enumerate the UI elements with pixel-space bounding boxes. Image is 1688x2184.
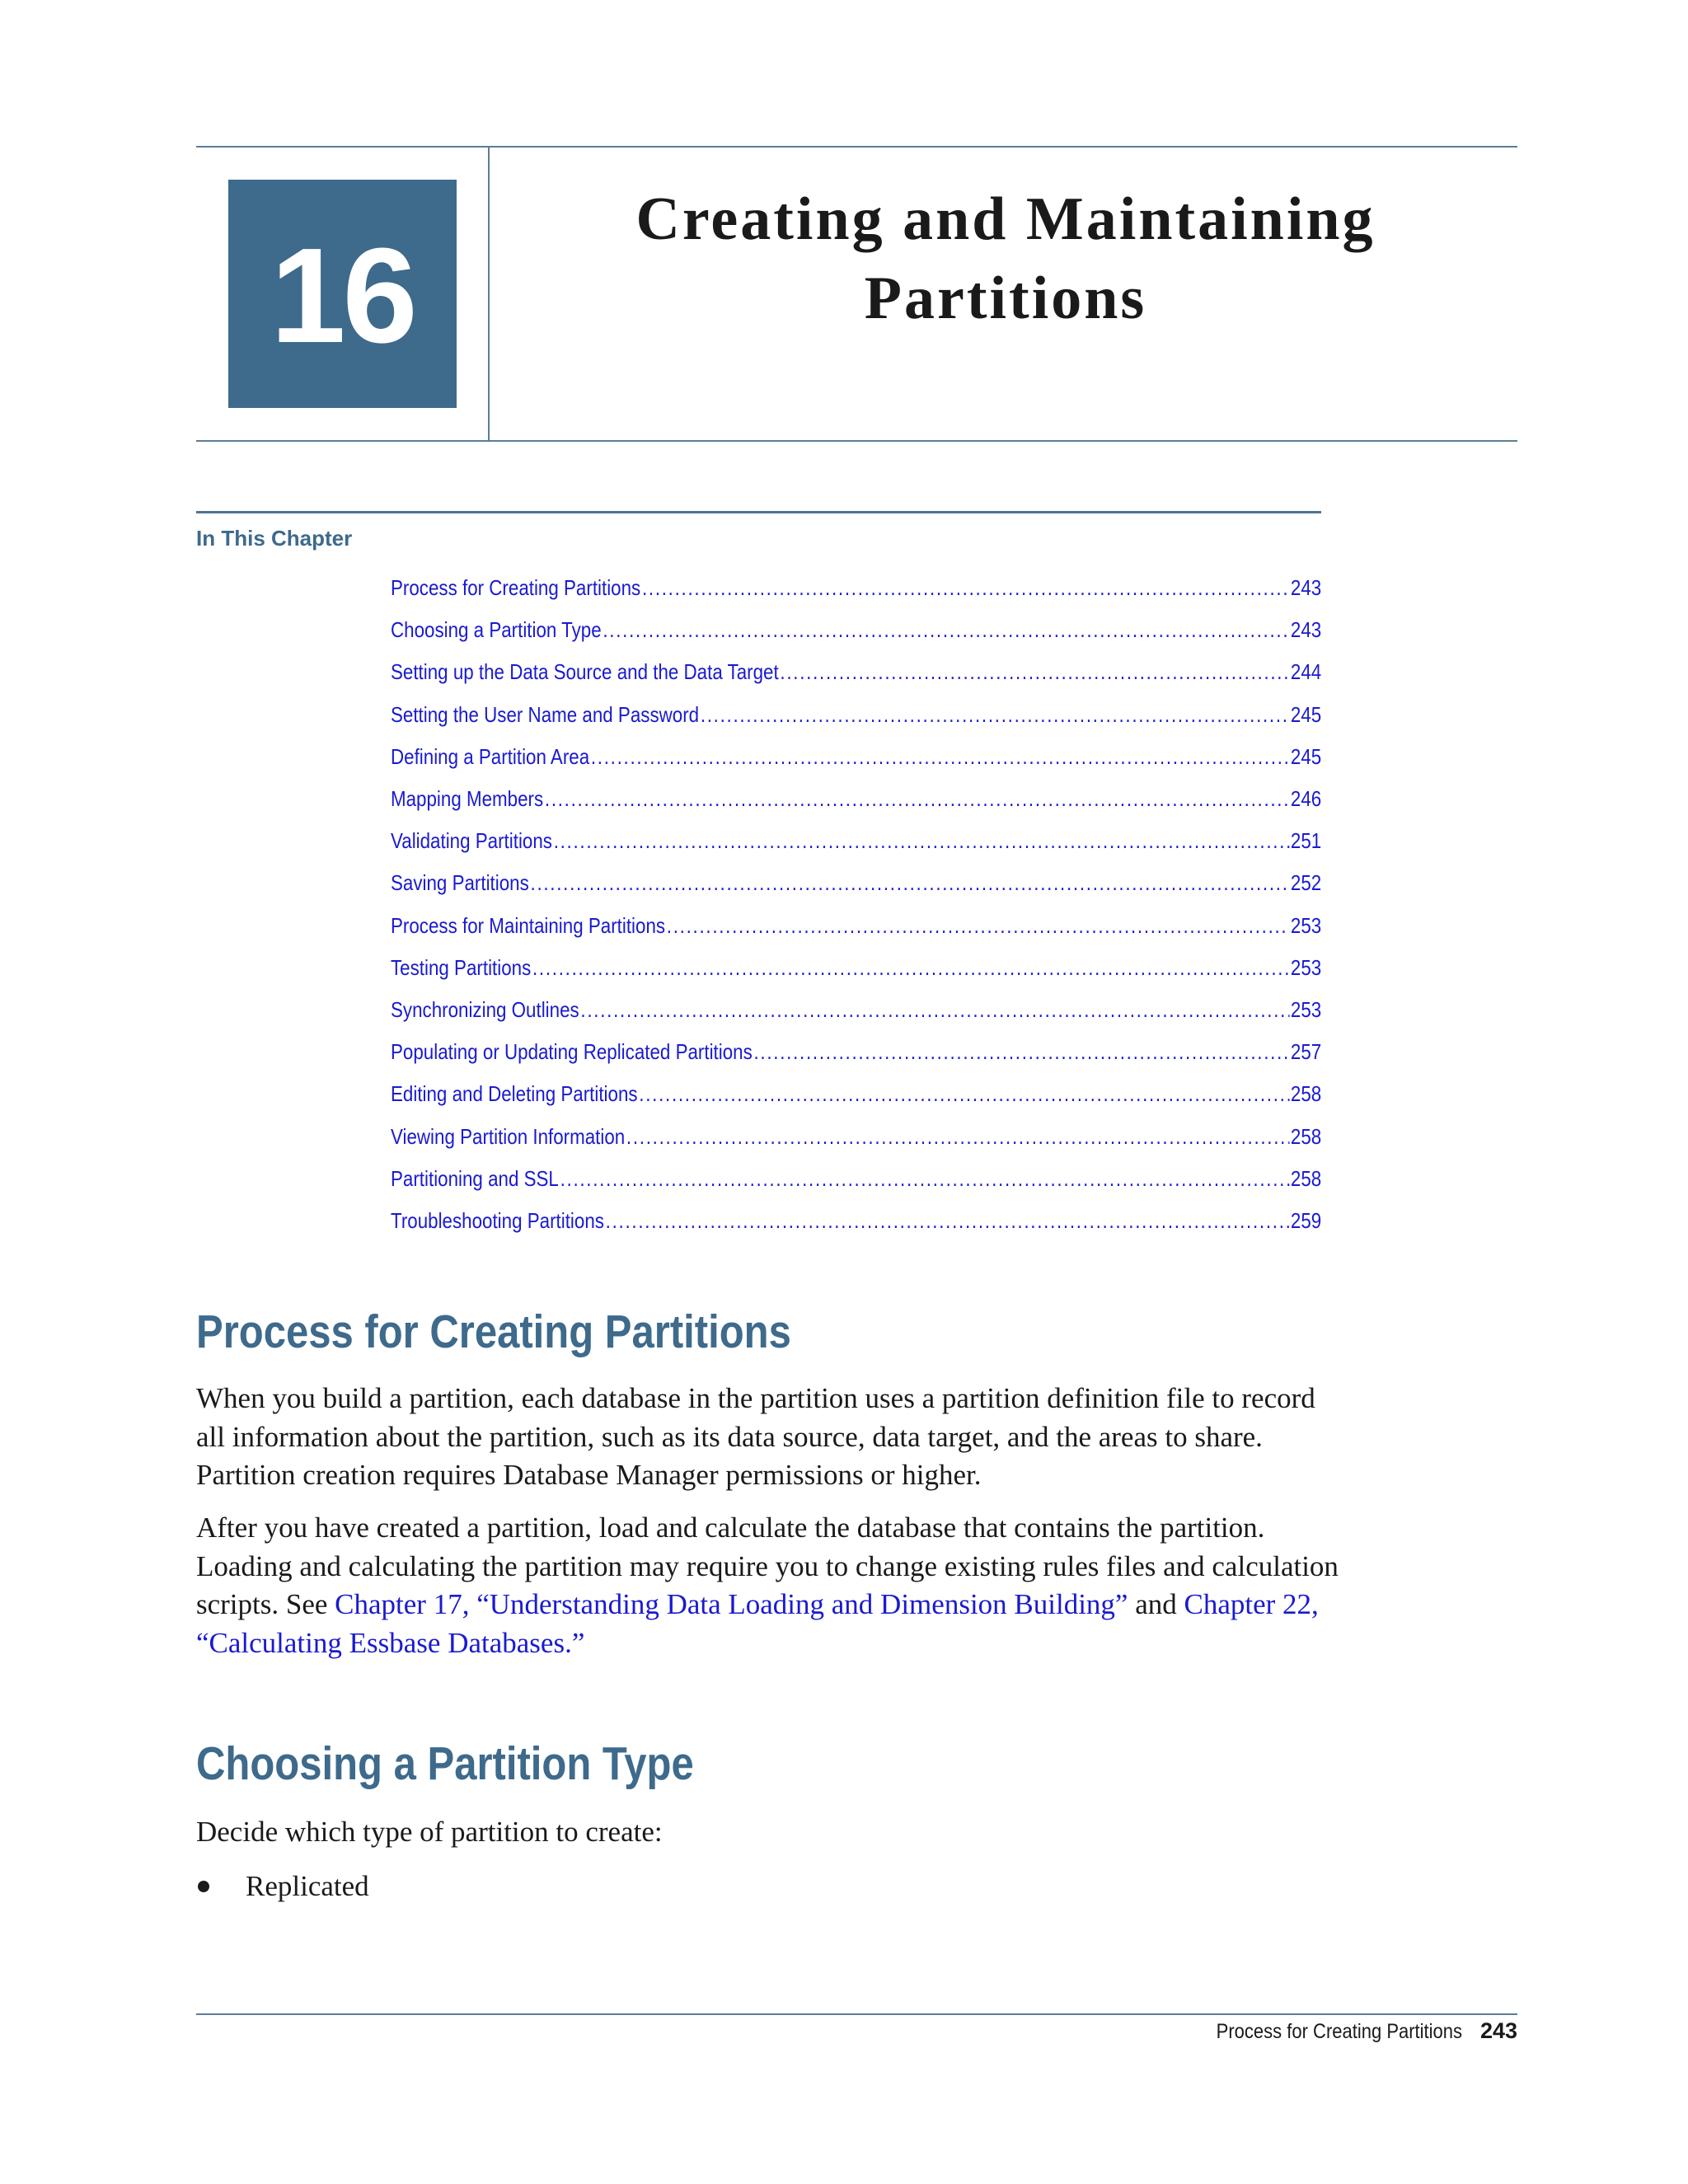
header-vertical-rule [488,146,490,442]
toc-entry-page[interactable]: 243 [1290,617,1322,643]
toc-entry[interactable] [391,651,1321,693]
toc-entry-label[interactable]: Testing Partitions [391,954,532,980]
toc-leader-dots [554,828,1289,854]
toc-entry-page[interactable]: 245 [1290,743,1322,769]
toc-entry[interactable] [391,862,1321,904]
toc-leader-dots [532,955,1289,981]
toc-entry[interactable] [391,905,1321,947]
toc-heading: In This Chapter [196,526,353,551]
link-chapter-22[interactable]: Chapter 22, “Calculating Essbase Databases.” [196,1588,1319,1659]
toc-entry-label[interactable]: Viewing Partition Information [391,1123,626,1149]
chapter-title-line1: Creating and Maintaining [635,185,1376,253]
toc-leader-dots [606,1208,1289,1234]
toc-entry[interactable] [391,1073,1321,1115]
toc-entry-page[interactable]: 253 [1290,996,1322,1022]
footer-section-title: Process for Creating Partitions [1216,2020,1462,2043]
chapter-toc [391,567,1321,1242]
toc-entry-label[interactable]: Defining a Partition Area [391,743,590,769]
toc-entry[interactable] [391,609,1321,651]
toc-entry[interactable] [391,1200,1321,1242]
toc-entry-page[interactable]: 245 [1290,701,1322,727]
toc-entry[interactable] [391,1158,1321,1200]
toc-entry-page[interactable]: 259 [1290,1207,1322,1233]
page-footer [1183,2018,1517,2044]
toc-entry[interactable] [391,1031,1321,1073]
toc-leader-dots [701,702,1289,728]
toc-entry-page[interactable]: 253 [1290,912,1322,938]
toc-entry-page[interactable]: 257 [1290,1039,1322,1065]
paragraph-text: After you have created a partition, load and calculate the database that contains the partition. Loading and calculating the partition may require you to change existing rules files and calculation scripts. See [196,1511,1339,1620]
toc-entry-page[interactable]: 244 [1290,659,1322,685]
toc-entry[interactable] [391,736,1321,778]
toc-entry-label[interactable]: Troubleshooting Partitions [391,1207,604,1233]
toc-entry-page[interactable]: 246 [1290,786,1322,812]
toc-entry-label[interactable]: Validating Partitions [391,828,552,854]
header-bottom-rule [196,440,1517,442]
toc-entry-page[interactable]: 258 [1290,1081,1322,1107]
toc-entry-label[interactable]: Choosing a Partition Type [391,617,602,643]
toc-leader-dots [780,659,1289,685]
chapter-title [528,180,1484,338]
toc-leader-dots [642,575,1289,601]
toc-leader-dots [545,786,1289,812]
toc-entry-page[interactable]: 253 [1290,954,1322,980]
toc-leader-dots [753,1039,1289,1065]
toc-entry-page[interactable]: 258 [1290,1123,1322,1149]
toc-entry[interactable] [391,694,1321,736]
toc-entry-label[interactable]: Synchronizing Outlines [391,996,579,1022]
toc-leader-dots [667,913,1289,939]
toc-entry[interactable] [391,1115,1321,1157]
toc-entry[interactable] [391,567,1321,609]
toc-leader-dots [531,870,1290,896]
toc-entry-label[interactable]: Process for Maintaining Partitions [391,912,666,938]
footer-rule [196,2013,1517,2015]
paragraph-load-and-calculate [196,1509,1350,1662]
toc-entry[interactable] [391,820,1321,862]
toc-top-rule [196,511,1321,513]
paragraph-text: and [1128,1588,1184,1620]
toc-entry-page[interactable]: 258 [1290,1165,1322,1191]
chapter-title-line2: Partitions [864,265,1147,332]
toc-entry-label[interactable]: Editing and Deleting Partitions [391,1081,638,1107]
paragraph-decide-partition-type: Decide which type of partition to create: [196,1816,663,1848]
section-heading-choosing-a-partition-type: Choosing a Partition Type [196,1737,694,1790]
paragraph-partition-definition: When you build a partition, each database in the partition uses a partition definition file to record all information about the partition, such as its data source, data target, and the areas to share. Partition creation requires Database Manager permissions or higher. [196,1382,1315,1491]
toc-leader-dots [603,617,1289,643]
toc-entry[interactable] [391,947,1321,989]
toc-entry-page[interactable]: 252 [1290,870,1322,896]
header-top-rule [196,146,1517,148]
toc-entry-label[interactable]: Setting the User Name and Password [391,701,700,727]
toc-leader-dots [626,1124,1289,1150]
bullet-list-item [196,1868,369,1905]
toc-entry-label[interactable]: Saving Partitions [391,870,529,896]
toc-entry-label[interactable]: Mapping Members [391,786,544,812]
chapter-number: 16 [270,219,415,371]
toc-entry[interactable] [391,989,1321,1031]
toc-entry[interactable] [391,778,1321,820]
footer-page-number: 243 [1479,2018,1517,2043]
link-chapter-17[interactable]: Chapter 17, “Understanding Data Loading and Dimension Building” [335,1588,1128,1620]
toc-leader-dots [591,744,1289,770]
toc-leader-dots [560,1166,1290,1192]
toc-entry-label[interactable]: Partitioning and SSL [391,1165,559,1191]
bullet-item-text: Replicated [246,1870,369,1902]
toc-entry-label[interactable]: Process for Creating Partitions [391,575,641,601]
toc-entry-label[interactable]: Setting up the Data Source and the Data Target [391,659,779,685]
toc-entry-page[interactable]: 243 [1290,575,1322,601]
chapter-number-box [228,180,457,408]
toc-entry-label[interactable]: Populating or Updating Replicated Partitions [391,1039,753,1065]
toc-leader-dots [639,1081,1289,1107]
bullet-icon [198,1881,209,1892]
section-heading-process-for-creating-partitions: Process for Creating Partitions [196,1305,791,1358]
toc-leader-dots [580,997,1289,1023]
toc-entry-page[interactable]: 251 [1290,828,1322,854]
